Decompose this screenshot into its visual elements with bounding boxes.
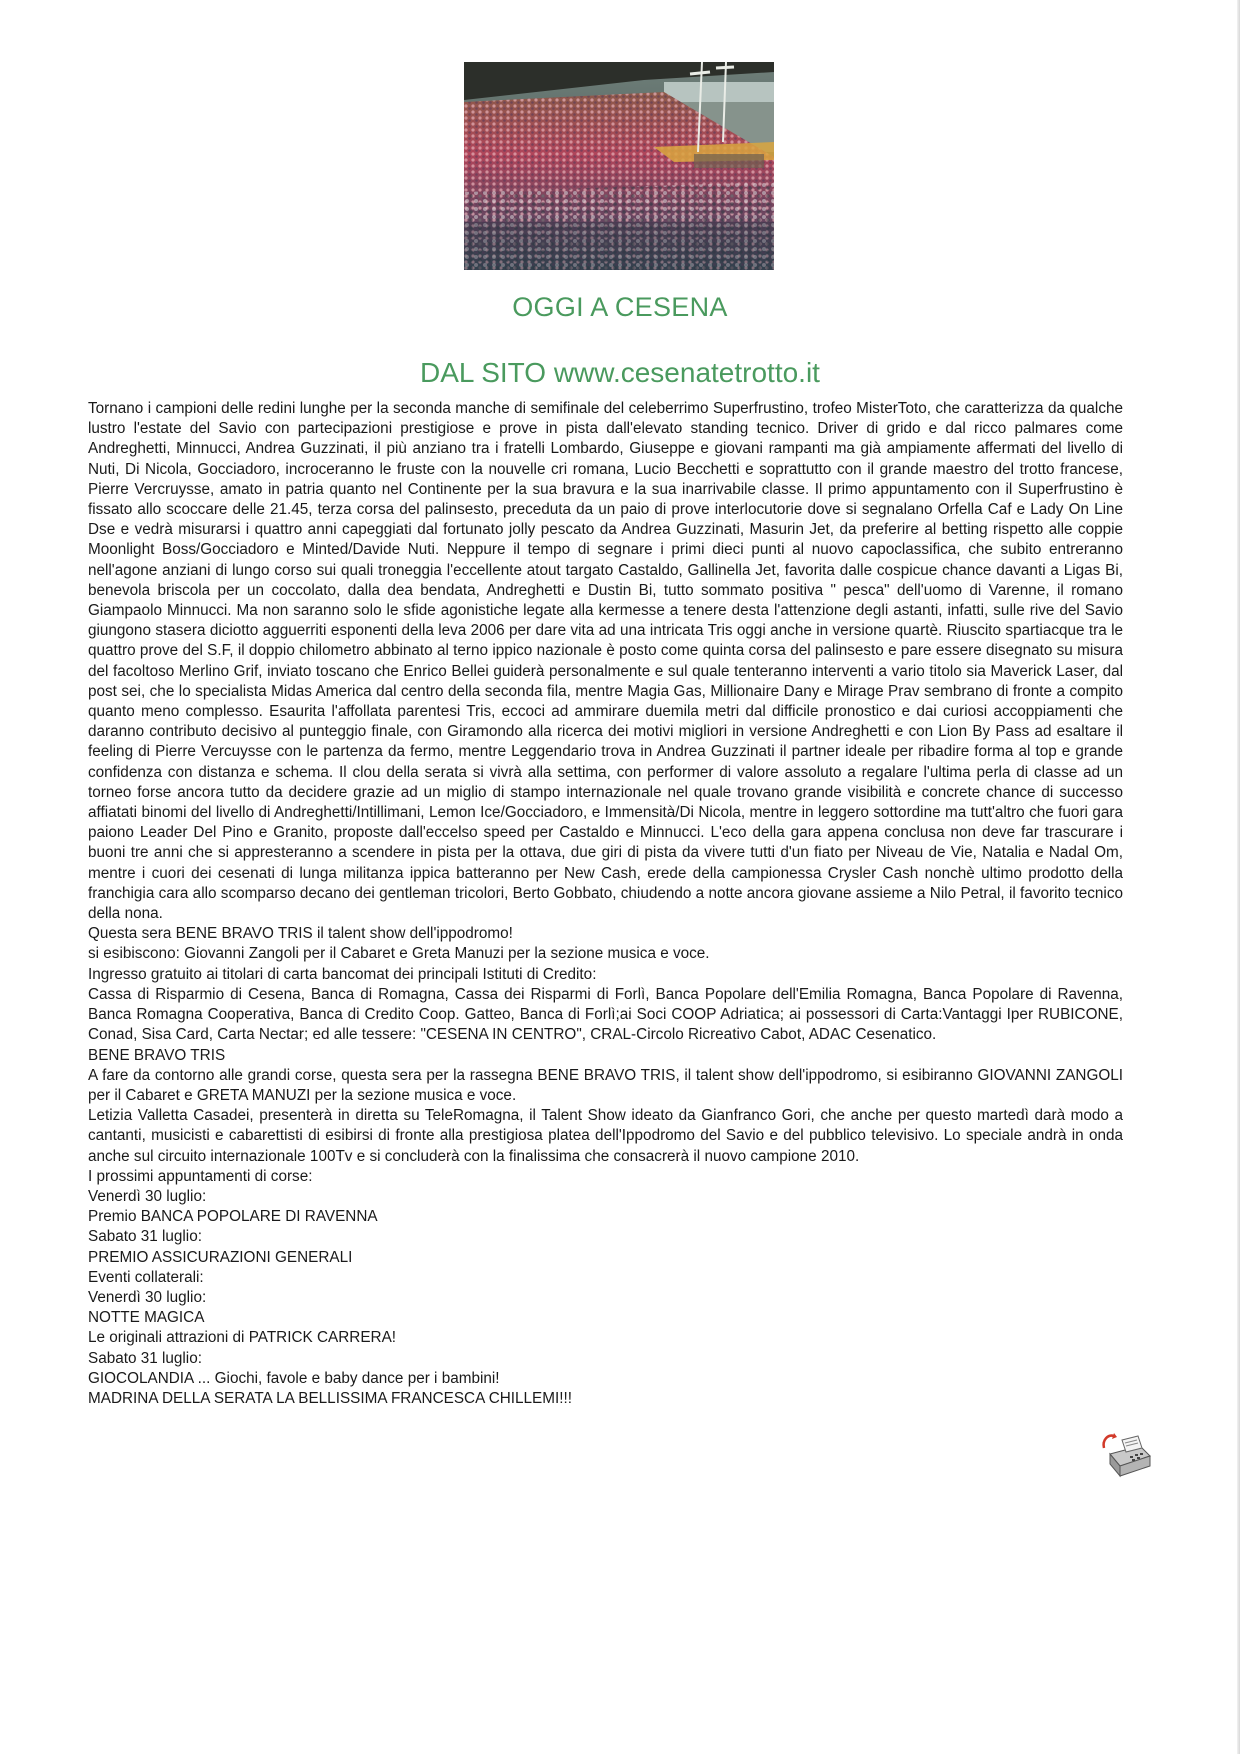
schedule-line: MADRINA DELLA SERATA LA BELLISSIMA FRANCESCA CHILLEMI!!! <box>88 1389 573 1407</box>
schedule-line: Venerdì 30 luglio: <box>88 1187 207 1205</box>
schedule-line: Venerdì 30 luglio: <box>88 1288 207 1306</box>
fax-machine-icon <box>1100 1432 1154 1482</box>
page-title: OGGI A CESENA <box>512 292 728 322</box>
article-paragraph: A fare da contorno alle grandi corse, questa sera per la rassegna BENE BRAVO TRIS, il talent show dell'ippodromo, si esibiranno GIOVANNI ZANGOLI per il Cabaret e GRETA MANUZI per la sezione musica e voce. <box>88 1066 1123 1104</box>
schedule-line: GIOCOLANDIA ... Giochi, favole e baby dance per i bambini! <box>88 1369 500 1387</box>
article-line: Ingresso gratuito ai titolari di carta bancomat dei principali Istituti di Credito: <box>88 965 597 983</box>
schedule-line: Sabato 31 luglio: <box>88 1228 202 1246</box>
article-line: BENE BRAVO TRIS <box>88 1046 226 1064</box>
schedule-line: NOTTE MAGICA <box>88 1309 205 1327</box>
racetrack-crowd-photo <box>464 62 774 270</box>
page-subtitle: DAL SITO www.cesenatetrotto.it <box>420 357 820 388</box>
schedule-line: Le originali attrazioni di PATRICK CARRERA! <box>88 1329 397 1347</box>
schedule-line: I prossimi appuntamenti di corse: <box>88 1167 313 1185</box>
schedule-line: Sabato 31 luglio: <box>88 1349 202 1367</box>
schedule-line: PREMIO ASSICURAZIONI GENERALI <box>88 1248 353 1266</box>
article-body <box>88 399 1123 1409</box>
article-paragraph: Cassa di Risparmio di Cesena, Banca di Romagna, Cassa dei Risparmi di Forlì, Banca Popolare dell'Emilia Romagna, Banca Popolare di Ravenna, Banca Romagna Cooperativa, Banca di Credito Coop. Gatteo, Banca di Forlì;ai Soci COOP Adriatica; ai possessori di Carta:Vantaggi Iper RUBICONE, Conad, Sisa Card, Carta Nectar; ed alle tessere: "CESENA IN CENTRO", CRAL-Circolo Ricreativo Cabot, ADAC Cesenatico. <box>88 985 1123 1044</box>
article-paragraph: Tornano i campioni delle redini lunghe per la seconda manche di semifinale del celeberrimo Superfrustino, trofeo MisterToto, che caratterizza da qualche lustro l'estate del Savio con partecipazioni prestigiose e prove in pista dall'elevato standing tecnico. Driver di grido e dal ricco palmares come Andreghetti, Minnucci, Andrea Guzzinati, il più anziano tra i fratelli Lombardo, Giuseppe e giovani rampanti ma già ampiamente affermati del livello di Nuti, Di Nicola, Gocciadoro, incroceranno le fruste con la nouvelle cri romana, Lucio Becchetti e soprattutto con il grande maestro del trotto francese, Pierre Vercruysse, amato in patria quanto nel Continente per la sua bravura e la sua inarrivabile classe. Il primo appuntamento con il Superfrustino è fissato allo scoccare delle 21.45, terza corsa del palinsesto, preceduta da un paio di prove interlocutorie dove si segnalano Orfella Caf e Lady On Line Dse e vedrà misurarsi i quattro anni capeggiati dal fortunato jolly pescato da Andrea Guzzinati, Masurin Jet, da preferire al betting rispetto alle coppie Moonlight Boss/Gocciadoro e Minted/Davide Nuti. Neppure il tempo di segnare i primi dieci punti al nuovo capoclassifica, che subito entreranno nell'agone anziani di lungo corso sui quali troneggia l'eccellente atout targato Castaldo, Gallinella Jet, favorita dalle cospicue chance davanti a Ligas Bi, benevola briscola per un coccolato, dalla dea bendata, Andreghetti e Dustin Bi, tutto sommato positiva " pesca" dell'uomo di Varenne, il romano Giampaolo Minnucci. Ma non saranno solo le sfide agonistiche legate alla kermesse a tenere desta l'attenzione degli astanti, infatti, sulle rive del Savio giungono stasera diciotto agguerriti esponenti della leva 2006 per dare vita ad una intricata Tris oggi anche in versione quartè. Riuscito spartiacque tra le quattro prove del S.F, il doppio chilometro abbinato al terno ippico nazionale è posto come quinta corsa del palinsesto e pare essere disegnato su misura del facoltoso Merlino Grif, inviato toscano che Enrico Bellei guiderà personalmente e sul quale tenteranno interventi a vario titolo sia Maverick Laser, dal post sei, che lo specialista Midas America dal centro della seconda fila, mentre Magia Gas, Millionaire Dany e Mirage Prav sembrano di fronte a compito quanto meno complesso. Esaurita l'affollata parentesi Tris, eccoci ad ammirare duemila metri dal difficile pronostico e dai curiosi accoppiamenti che daranno contributo decisivo al punteggio finale, con Giramondo alla ricerca dei motivi migliori in versione Andreghetti e con Lion By Pass ad esaltare il feeling di Pierre Vercuysse con le partenza da fermo, mentre Leggendario trova in Andrea Guzzinati il partner ideale per ribadire forma al top e grande confidenza con distanza e schema. Il clou della serata si vivrà alla settima, con performer di valore assoluto a regalare l'ultima perla di classe ad un torneo forse ancora tutto da decidere grazie ad un miglio di stampo internazionale nel quale trovano grande visibilità e concrete chance di successo affiatati binomi del livello di Andreghetti/Intillimani, Lemon Ice/Gocciadoro, e Immensità/Di Nicola, mentre in leggero sottordine ma tutt'altro che fuori gara paiono Leader Del Pino e Granito, proposte dall'eccelso speed per Castaldo e Minnucci. L'eco della gara appena conclusa non deve far trascurare i buoni tre anni che si appresteranno a scendere in pista per la ottava, due giri di pista da vivere tutti d'un fiato per Niveau de Vie, Natalia e Nadal Om, mentre i cuori dei cesenati di lunga militanza ippica batteranno per New Cash, erede della campionessa Crysler Cash nonchè ultimo prodotto della franchigia cara allo scomparso decano dei gentleman tricolori, Berto Gobbato, chiudendo a notte ancora giovane assieme a Nilo Petral, il favorito tecnico della nona. <box>88 400 1123 923</box>
article-paragraph: Letizia Valletta Casadei, presenterà in diretta su TeleRomagna, il Talent Show ideato da Gianfranco Gori, che anche per questo martedì darà modo a cantanti, musicisti e cabarettisti di esibirsi di fronte alla prestigiosa platea dell'Ippodromo del Savio e del pubblico televisivo. Lo speciale andrà in onda anche sul circuito internazionale 100Tv e si concluderà con la finalissima che consacrerà il nuovo campione 2010. <box>88 1107 1123 1165</box>
article-line: si esibiscono: Giovanni Zangoli per il Cabaret e Greta Manuzi per la sezione musica e voce. <box>88 945 710 963</box>
article-line: Questa sera BENE BRAVO TRIS il talent show dell'ippodromo! <box>88 925 513 943</box>
schedule-line: Eventi collaterali: <box>88 1268 204 1286</box>
schedule-line: Premio BANCA POPOLARE DI RAVENNA <box>88 1208 378 1226</box>
